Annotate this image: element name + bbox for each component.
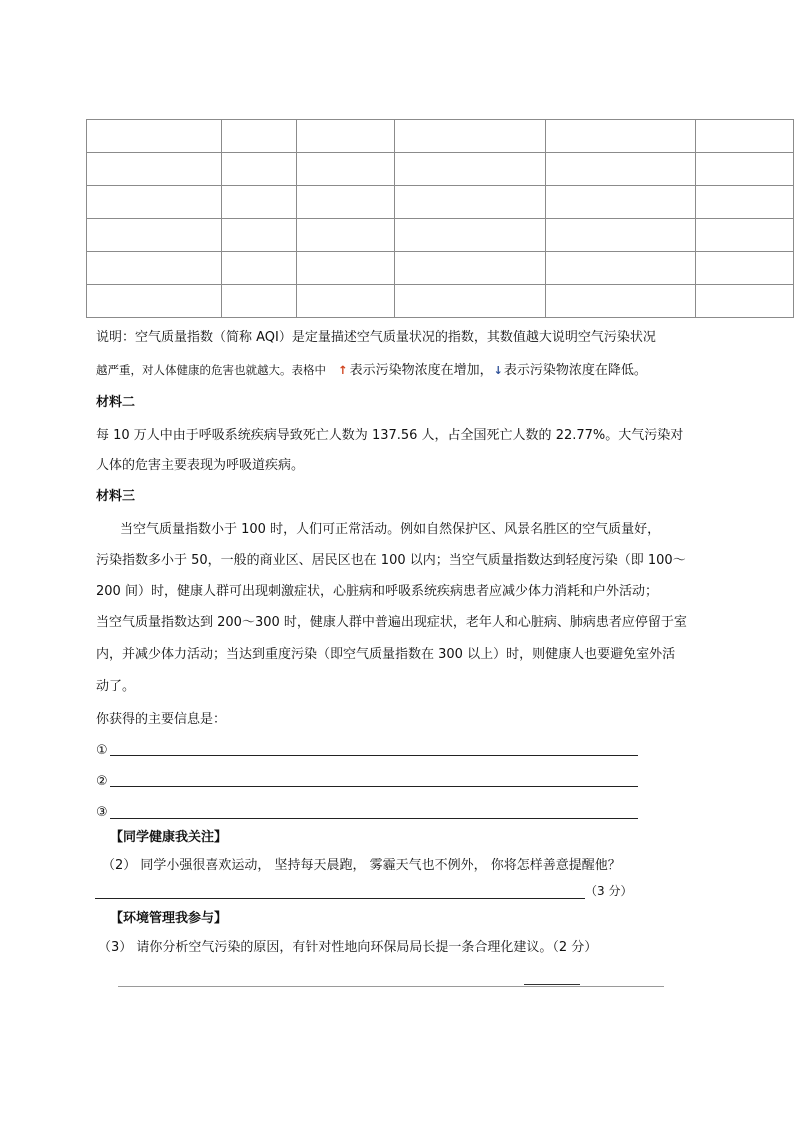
- table-cell: [87, 285, 222, 318]
- answer-line-2[interactable]: [110, 786, 638, 787]
- table-cell: [695, 219, 793, 252]
- material-3-line-1: 当空气质量指数小于 100 时，人们可正常活动。例如自然保护区、风景名胜区的空气质量好，: [120, 522, 661, 537]
- table-cell: [546, 219, 696, 252]
- table-cell: [546, 120, 696, 153]
- table-cell: [546, 252, 696, 285]
- table-cell: [87, 153, 222, 186]
- table-cell: [297, 252, 395, 285]
- aqi-table: [86, 119, 794, 318]
- note-line-2-start: 越严重，对人体健康的危害也就越大。表格中: [96, 363, 326, 377]
- material-3-heading: 材料三: [96, 489, 136, 504]
- table-row: [87, 186, 794, 219]
- table-cell: [87, 120, 222, 153]
- table-cell: [695, 120, 793, 153]
- question-3: （3） 请你分析空气污染的原因，有针对性地向环保局局长提一条合理化建议。（2 分）: [98, 940, 598, 955]
- table-cell: [395, 252, 546, 285]
- question-2-score: （3 分）: [585, 884, 633, 898]
- table-cell: [297, 285, 395, 318]
- table-cell: [87, 252, 222, 285]
- table-cell: [395, 120, 546, 153]
- note-decrease-text: 表示污染物浓度在降低。: [503, 363, 647, 378]
- table-row: [87, 252, 794, 285]
- material-3-line-3: 200 间）时，健康人群可出现刺激症状，心脏病和呼吸系统疾病患者应减少体力消耗和户外活动；: [96, 584, 658, 599]
- answer-marker-2: ②: [96, 774, 108, 789]
- table-cell: [695, 285, 793, 318]
- section-env-heading: 【环境管理我参与】: [110, 911, 228, 926]
- section-health-heading: 【同学健康我关注】: [110, 830, 228, 845]
- answer-line-q3-mark: [524, 984, 580, 985]
- table-cell: [221, 252, 296, 285]
- answer-line-3[interactable]: [110, 818, 638, 819]
- table-cell: [297, 186, 395, 219]
- material-3-line-5: 内，并减少体力活动；当达到重度污染（即空气质量指数在 300 以上）时，则健康人也要避免室外活: [96, 647, 676, 662]
- material-3-line-2: 污染指数多小于 50，一般的商业区、居民区也在 100 以内；当空气质量指数达到轻度污染（即 100～: [96, 553, 686, 568]
- table-cell: [221, 219, 296, 252]
- material-2-line-2: 人体的危害主要表现为呼吸道疾病。: [96, 458, 305, 473]
- answer-line-q2[interactable]: [95, 898, 585, 899]
- table-cell: [546, 285, 696, 318]
- material-2-heading: 材料二: [96, 395, 136, 410]
- table-cell: [221, 186, 296, 219]
- table-cell: [297, 120, 395, 153]
- note-line-2: [96, 360, 647, 381]
- table-row: [87, 153, 794, 186]
- answer-marker-1: ①: [96, 743, 108, 758]
- question-2: （2） 同学小强很喜欢运动， 坚持每天晨跑， 雾霾天气也不例外， 你将怎样善意提醒他？: [102, 858, 621, 873]
- table-cell: [546, 186, 696, 219]
- table-cell: [87, 219, 222, 252]
- material-3-line-6: 动了。: [96, 679, 136, 694]
- table-cell: [695, 252, 793, 285]
- table-cell: [297, 219, 395, 252]
- arrow-up-icon: ↑: [338, 363, 348, 377]
- material-3-line-4: 当空气质量指数达到 200～300 时，健康人群中普遍出现症状，老年人和心脏病、肺病患者应停留于室: [96, 615, 687, 630]
- note-increase-text: 表示污染物浓度在增加，: [349, 363, 493, 378]
- answer-line-q3[interactable]: [118, 986, 664, 987]
- material-2-line-1: 每 10 万人中由于呼吸系统疾病导致死亡人数为 137.56 人，占全国死亡人数的 22.77%。大气污染对: [96, 428, 684, 443]
- table-cell: [395, 186, 546, 219]
- table-cell: [297, 153, 395, 186]
- table-cell: [87, 186, 222, 219]
- answer-line-1[interactable]: [110, 755, 638, 756]
- info-prompt: 你获得的主要信息是：: [96, 712, 227, 727]
- answer-marker-3: ③: [96, 805, 108, 820]
- arrow-down-icon: ↓: [493, 364, 503, 377]
- table-cell: [546, 153, 696, 186]
- table-cell: [695, 186, 793, 219]
- table-cell: [221, 153, 296, 186]
- table-cell: [395, 219, 546, 252]
- table-cell: [395, 285, 546, 318]
- table-cell: [695, 153, 793, 186]
- note-line-1: 说明：空气质量指数（简称 AQI）是定量描述空气质量状况的指数，其数值越大说明空气污染状况: [96, 330, 656, 345]
- table-cell: [395, 153, 546, 186]
- table-row: [87, 120, 794, 153]
- table-row: [87, 219, 794, 252]
- table-cell: [221, 285, 296, 318]
- table-row: [87, 285, 794, 318]
- table-cell: [221, 120, 296, 153]
